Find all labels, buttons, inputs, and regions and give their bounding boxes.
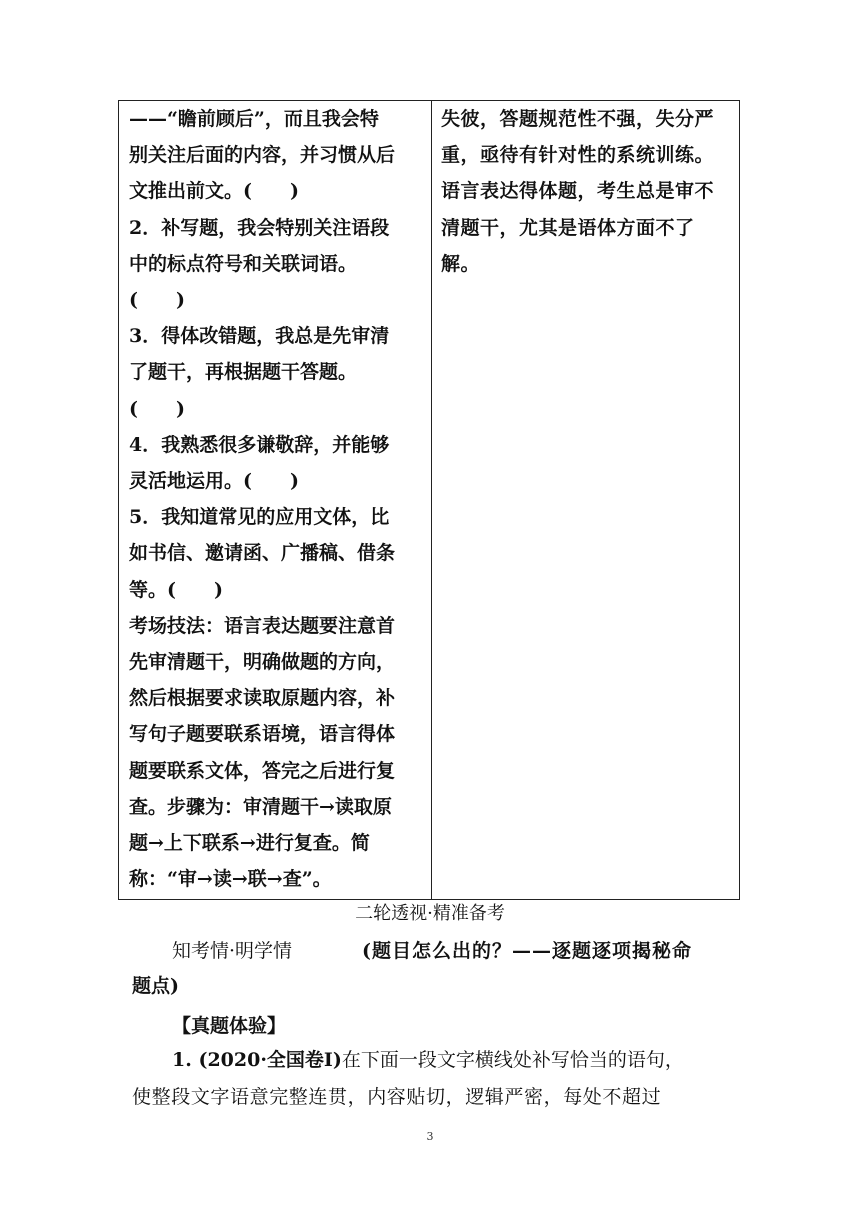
right-line: 失彼，答题规范性不强，失分严 — [441, 108, 715, 130]
table-left-column — [129, 101, 421, 897]
zhenti-header: 【真题体验】 — [172, 1015, 287, 1037]
left-line: ——“瞻前顾后”，而且我会特 — [129, 108, 379, 130]
tip-line: 然后根据要求读取原题内容，补 — [129, 687, 396, 710]
left-line: 灵活地运用。( ) — [129, 470, 299, 493]
tip-line: 先审清题干，明确做题的方向， — [129, 651, 396, 674]
left-line: 别关注后面的内容，并习惯从后 — [129, 144, 396, 167]
table-right-column — [441, 101, 731, 282]
tip-first-line — [129, 608, 421, 644]
content-table — [118, 100, 740, 900]
left-line: ( ) — [129, 289, 185, 312]
left-line: 了题干，再根据题干答题。 — [129, 361, 358, 384]
tip-text: 语言表达题要注意首 — [224, 614, 396, 637]
question-line-1 — [172, 1044, 732, 1076]
left-line: 4．我熟悉很多谦敬辞，并能够 — [129, 433, 390, 456]
know-row — [172, 935, 732, 967]
know-desc-continuation: 题点) — [132, 975, 179, 997]
right-line: 重，亟待有针对性的系统训练。 — [441, 144, 715, 167]
right-line: 语言表达得体题，考生总是审不 — [441, 180, 715, 203]
know-lead: 知考情·明学情 — [172, 940, 293, 962]
left-line: 等。( ) — [129, 578, 223, 601]
tip-line: 写句子题要联系语境，语言得体 — [129, 723, 396, 746]
left-line: 3．得体改错题，我总是先审清 — [129, 325, 390, 348]
tip-line: 题→上下联系→进行复查。简 — [129, 832, 370, 855]
left-line: 5．我知道常见的应用文体，比 — [129, 506, 390, 529]
question-line-2: 使整段文字语意完整连贯，内容贴切，逻辑严密，每处不超过 — [132, 1086, 662, 1108]
left-line: 2．补写题，我会特别关注语段 — [129, 216, 390, 239]
left-line: 中的标点符号和关联词语。 — [129, 252, 358, 275]
column-divider — [431, 101, 432, 899]
question-text: 在下面一段文字横线处补写恰当的语句， — [341, 1049, 684, 1071]
tip-line: 称：“审→读→联→查”。 — [129, 868, 332, 891]
left-line: ( ) — [129, 397, 185, 420]
tip-line: 题要联系文体，答完之后进行复 — [129, 759, 396, 782]
tip-label: 考场技法： — [129, 614, 225, 637]
left-line: 如书信、邀请函、广播稿、借条 — [129, 542, 396, 565]
section-title: 二轮透视·精准备考 — [355, 903, 505, 924]
left-line: 文推出前文。( ) — [129, 180, 299, 203]
question-number: 1. (2020·全国卷Ⅰ) — [172, 1049, 342, 1071]
page-number: 3 — [426, 1130, 434, 1143]
right-line: 清题干，尤其是语体方面不了 — [441, 216, 695, 239]
right-line: 解。 — [441, 252, 481, 275]
tip-line: 查。步骤为：审清题干→读取原 — [129, 795, 392, 818]
know-desc: (题目怎么出的？——逐题逐项揭秘命 — [362, 940, 692, 962]
